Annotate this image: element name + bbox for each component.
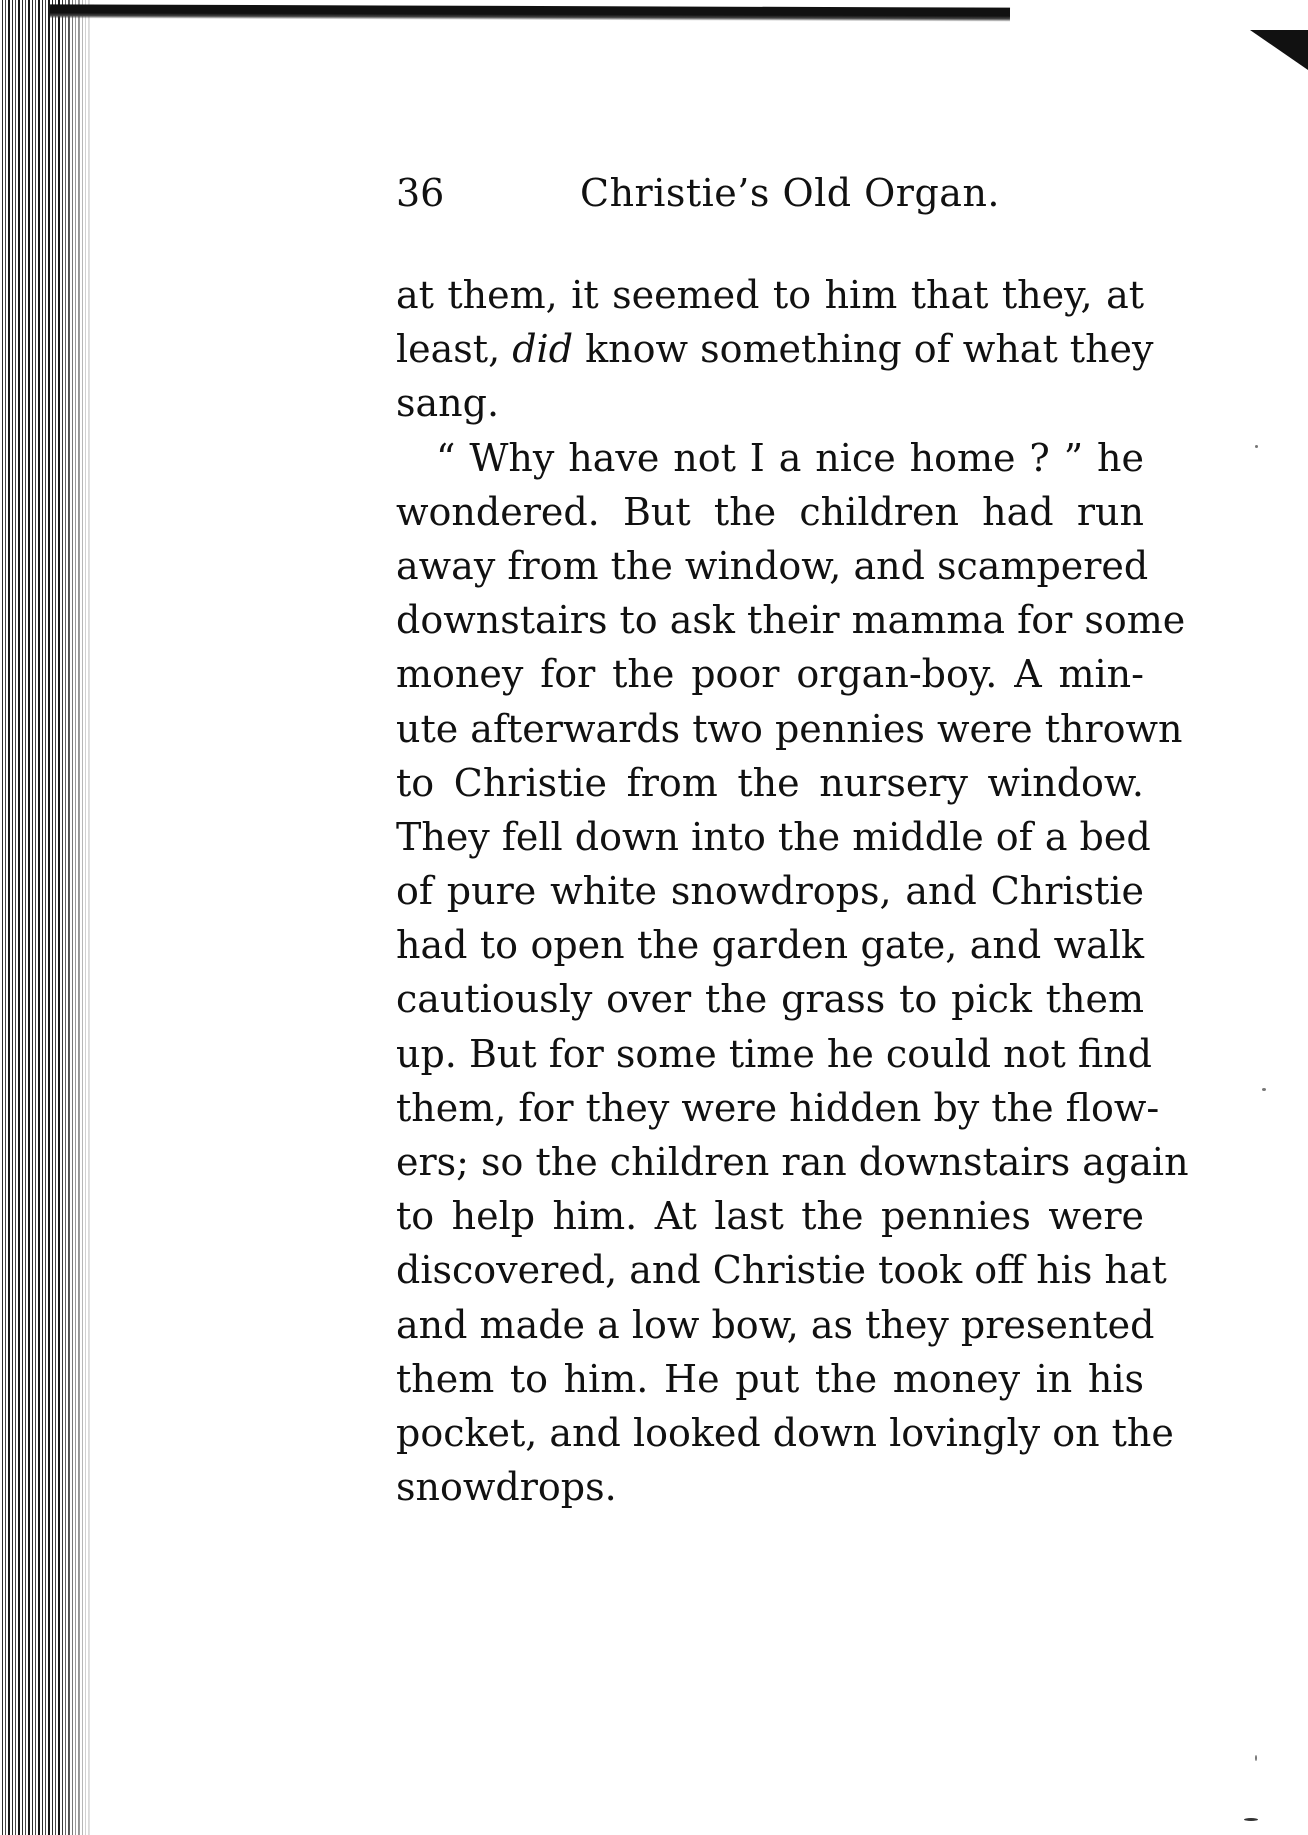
text-line: of pure white snowdrops, and Christie xyxy=(396,869,1144,914)
text-line: up. But for some time he could not find xyxy=(396,1031,1152,1076)
top-scan-edge xyxy=(50,4,1010,21)
italic-emphasis: did xyxy=(512,327,574,372)
text-line: had to open the garden gate, and walk xyxy=(396,923,1144,968)
text-line: ute afterwards two pennies were thrown xyxy=(396,706,1183,751)
text-segment: least, xyxy=(396,327,513,372)
text-line: pocket, and looked down lovingly on the xyxy=(396,1410,1174,1455)
scan-speck xyxy=(1255,445,1258,448)
text-line: to help him. At last the pennies were xyxy=(396,1194,1144,1239)
text-line: ers; so the children ran downstairs again xyxy=(396,1140,1189,1184)
text-line: them to him. He put the money in his xyxy=(396,1356,1144,1401)
scan-speck xyxy=(1255,1755,1257,1761)
text-line: them, for they were hidden by the flow- xyxy=(396,1085,1160,1130)
text-line: downstairs to ask their mamma for some xyxy=(396,598,1186,643)
text-line: away from the window, and scampered xyxy=(396,543,1149,588)
text-line: at them, it seemed to him that they, at xyxy=(396,273,1144,317)
scan-speck xyxy=(1262,1088,1266,1091)
running-title: Christie’s Old Organ. xyxy=(580,171,1001,215)
text-line: snowdrops. xyxy=(396,1465,617,1510)
text-line: “ Why have not I a nice home ? ” he xyxy=(436,435,1144,480)
spine-shadow xyxy=(60,0,94,1835)
text-line: and made a low bow, as they presented xyxy=(396,1302,1155,1347)
text-line: wondered. But the children had run xyxy=(396,489,1144,534)
text-segment: know something of what they xyxy=(573,327,1154,372)
page-number: 36 xyxy=(396,171,445,215)
text-line xyxy=(396,322,1154,376)
running-head xyxy=(396,168,1146,218)
text-line: cautiously over the grass to pick them xyxy=(396,977,1144,1022)
text-line: to Christie from the nursery window. xyxy=(396,760,1144,805)
text-line: sang. xyxy=(396,381,500,426)
scan-speck xyxy=(1244,1818,1258,1821)
corner-scan-mark xyxy=(1250,30,1308,70)
text-line: discovered, and Christie took off his hat xyxy=(396,1248,1167,1293)
text-line: money for the poor organ-boy. A min- xyxy=(396,652,1144,697)
body-text xyxy=(396,268,1189,1514)
text-line: They fell down into the middle of a bed xyxy=(396,814,1151,859)
